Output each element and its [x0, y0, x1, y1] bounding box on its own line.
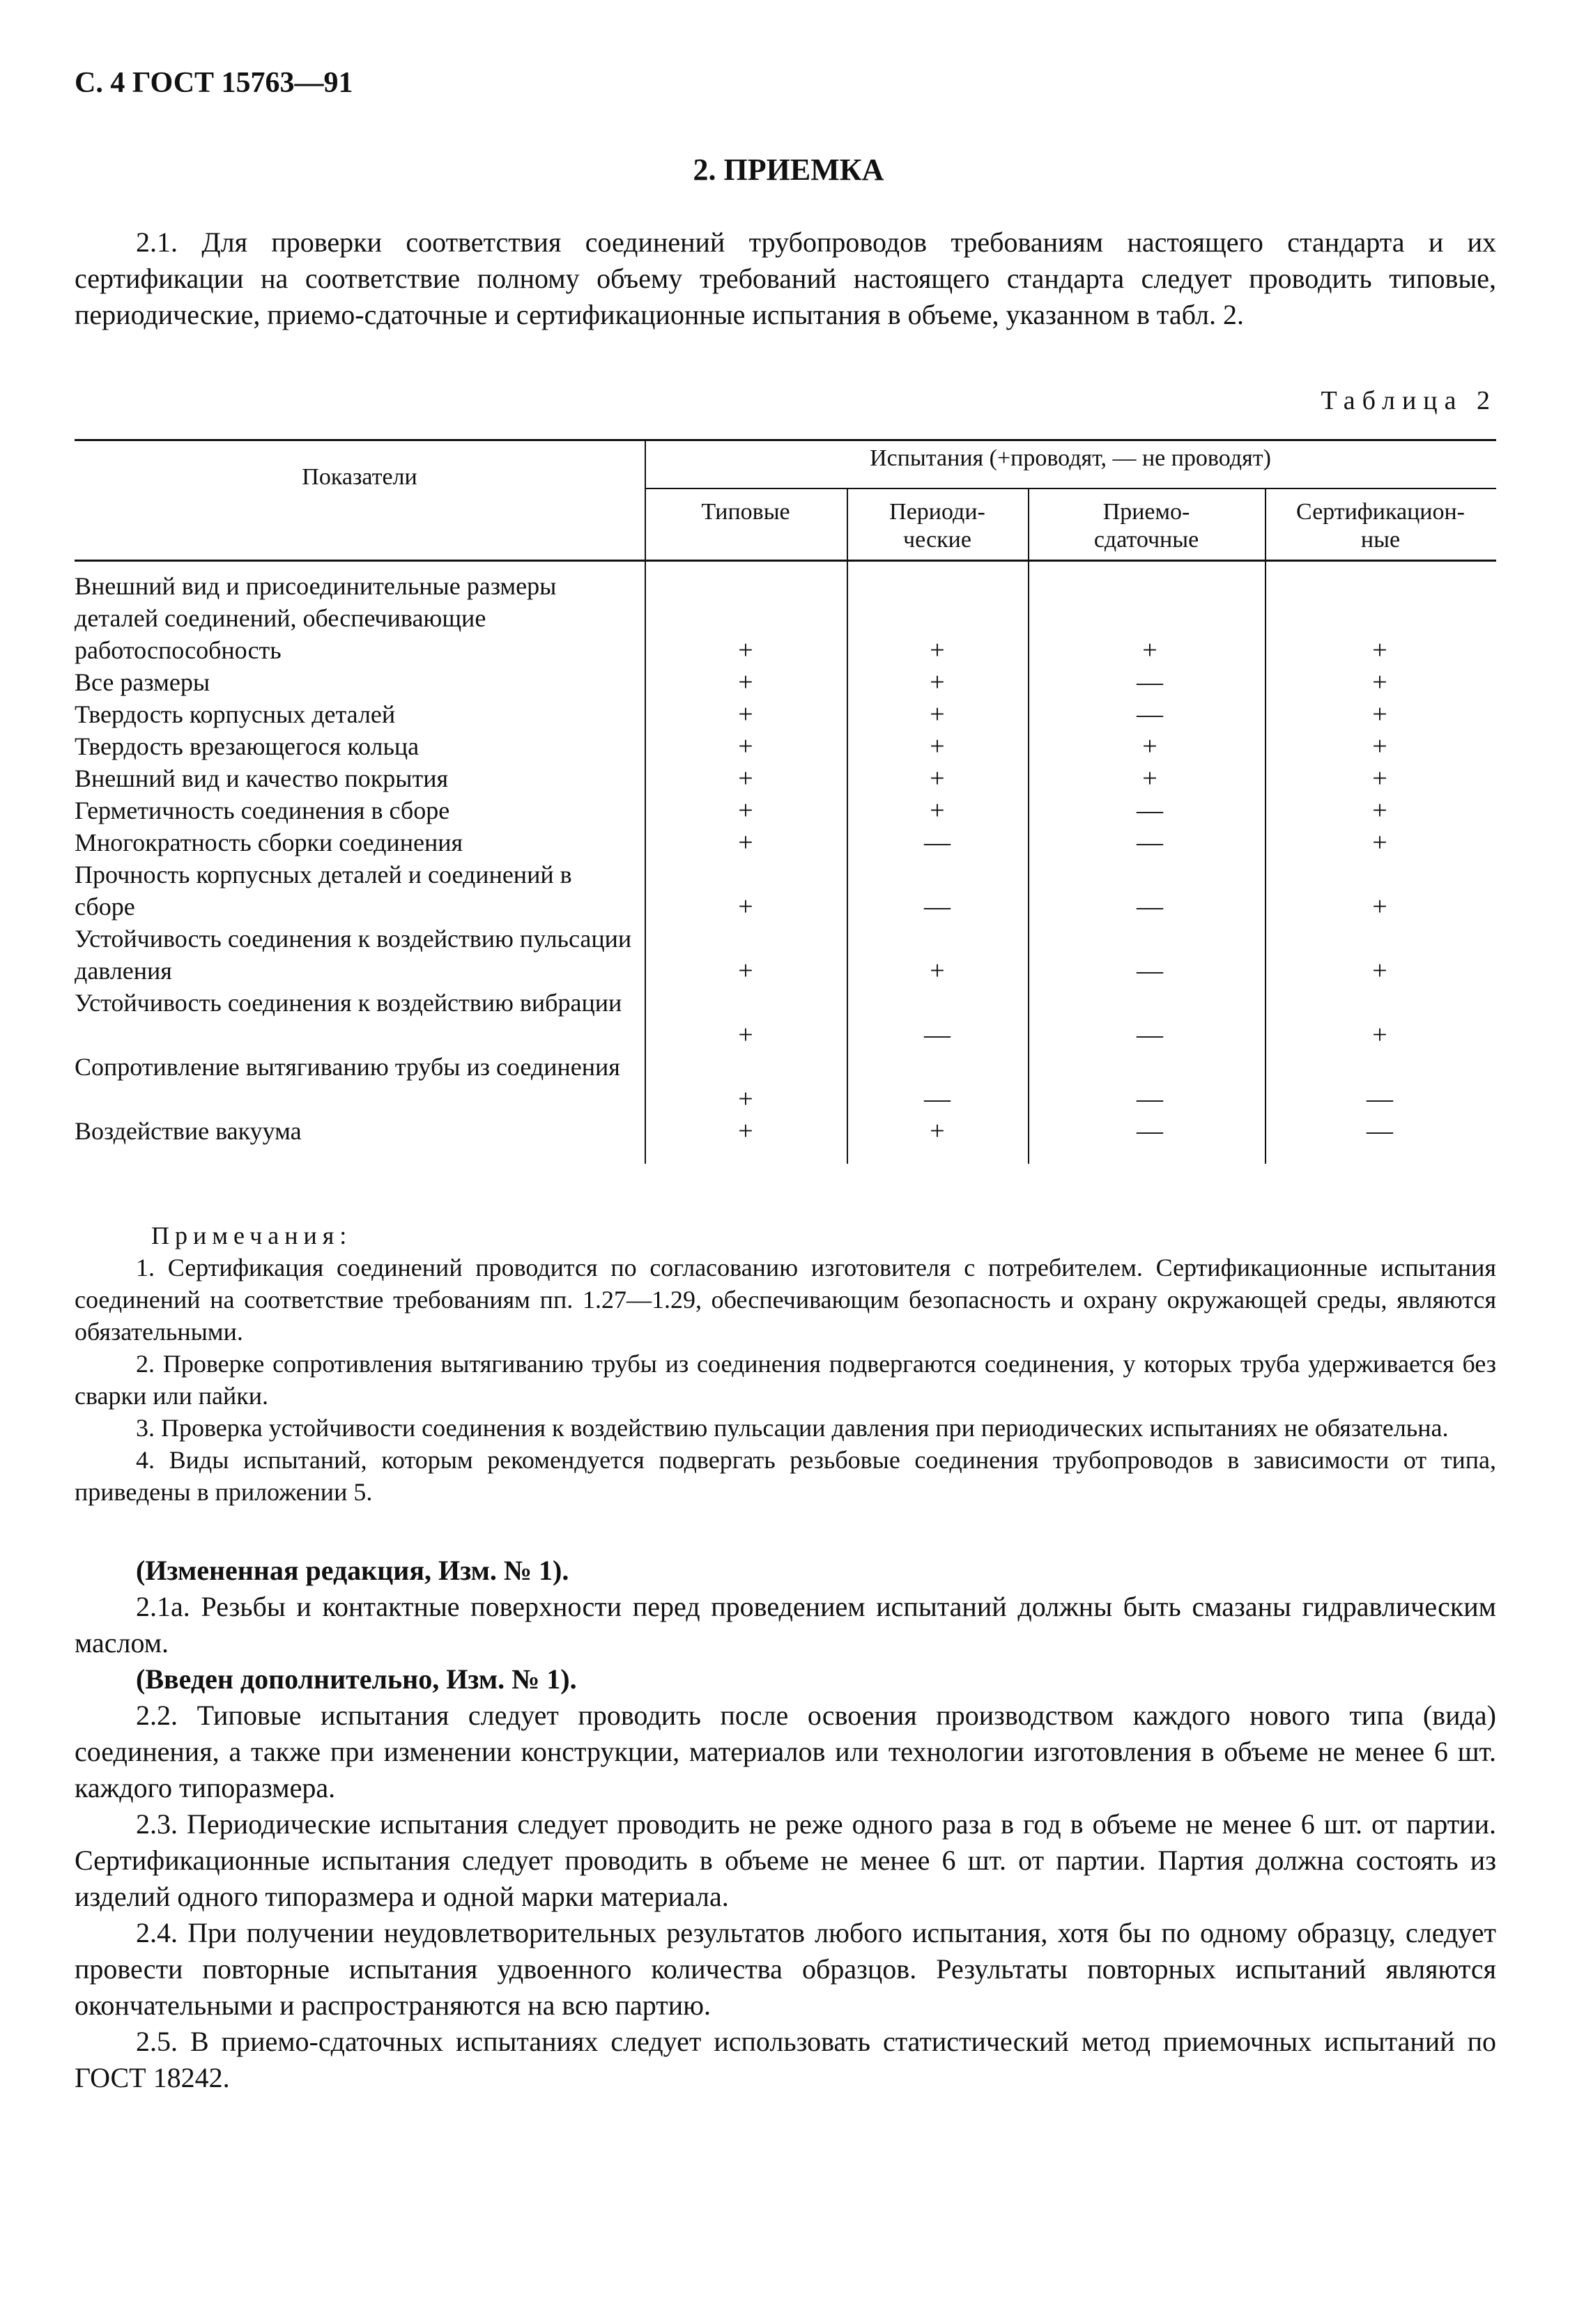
paragraph-2-1: 2.1. Для проверки соответствия соединений трубопроводов требованиям настоящего стандарта и их сертификации на соответствие полному объему требований настоящего стандарта следует проводить типовые, периодические, приемо-сдаточные и сертификационные испытания в объеме, указанном в табл. 2. [75, 226, 1496, 330]
mark-acceptance: — [1137, 892, 1163, 921]
mark-periodic: — [924, 1084, 951, 1114]
table-row-label: Твердость корпусных деталей [75, 700, 396, 728]
table-row-label: Сопротивление вытягиванию трубы из соединения [75, 1053, 620, 1081]
mark-acceptance: — [1137, 956, 1163, 985]
mark-acceptance: — [1137, 828, 1163, 857]
table-divider [1028, 488, 1029, 1164]
mark-certification: + [1372, 1020, 1387, 1049]
mark-typical: + [738, 700, 753, 729]
table-label: Таблица 2 [1321, 386, 1497, 415]
mark-typical: + [738, 828, 753, 857]
page-header: С. 4 ГОСТ 15763—91 [75, 67, 353, 99]
table-row-label: Внешний вид и качество покрытия [75, 764, 449, 792]
mark-certification: + [1372, 956, 1387, 985]
mark-periodic: + [930, 732, 945, 761]
mark-acceptance: + [1142, 636, 1157, 665]
mark-typical: + [738, 668, 753, 697]
paragraph-2-1a: 2.1а. Резьбы и контактные поверхности перед проведением испытаний должны быть смазаны гидравлическим маслом. [75, 1591, 1496, 1659]
mark-acceptance: — [1137, 1084, 1163, 1114]
mark-acceptance: + [1142, 732, 1157, 761]
mark-certification: + [1372, 636, 1387, 665]
paragraph-2-2: 2.2. Типовые испытания следует проводить после освоения производством каждого нового типа (вида) соединения, а также при изменении конструкции, материалов или технологии изготовления в объеме не менее 6 шт. каждого типоразмера. [75, 1700, 1496, 1803]
mark-certification: + [1372, 828, 1387, 857]
table-top-rule [75, 439, 1496, 441]
table-row-label: Твердость врезающегося кольца [75, 732, 420, 760]
mark-typical: + [738, 956, 753, 985]
mark-certification: — [1367, 1084, 1393, 1114]
mark-typical: + [738, 1020, 753, 1049]
mark-acceptance: + [1142, 764, 1157, 793]
mark-certification: + [1372, 764, 1387, 793]
table-row-label: Воздействие вакуума [75, 1117, 302, 1145]
notes-title: Примечания: [151, 1222, 353, 1249]
header-indicators: Показатели [302, 464, 417, 490]
note-2: 2. Проверке сопротивления вытягиванию трубы из соединения подвергаются соединения, у которых труба удерживается без сварки или пайки. [75, 1350, 1496, 1410]
mark-periodic: + [930, 956, 945, 985]
table-divider [1265, 488, 1266, 1164]
mark-periodic: + [930, 636, 945, 665]
table-row-label: Многократность сборки соединения [75, 829, 463, 856]
table-row-label: Внешний вид и присоединительные размеры деталей соединений, обеспечивающие работоспособность [75, 572, 557, 664]
mark-typical: + [738, 1084, 753, 1114]
amendment-note: (Измененная редакция, Изм. № 1). [136, 1555, 569, 1586]
amendment-note: (Введен дополнительно, Изм. № 1). [136, 1663, 577, 1695]
table-group-rule [645, 488, 1496, 489]
table-divider [847, 488, 848, 1164]
mark-certification: + [1372, 700, 1387, 729]
mark-certification: + [1372, 668, 1387, 697]
mark-certification: — [1367, 1116, 1393, 1146]
table-row-label: Прочность корпусных деталей и соединений в сборе [75, 861, 572, 921]
mark-typical: + [738, 732, 753, 761]
header-periodic: Периоди- ческие [889, 499, 985, 553]
mark-acceptance: — [1137, 700, 1163, 729]
table-header-rule [75, 560, 1496, 562]
header-typical: Типовые [701, 499, 790, 525]
mark-periodic: + [930, 700, 945, 729]
mark-certification: + [1372, 892, 1387, 921]
paragraph-2-5: 2.5. В приемо-сдаточных испытаниях следует использовать статистический метод приемочных испытаний по ГОСТ 18242. [75, 2026, 1496, 2093]
mark-acceptance: — [1137, 1020, 1163, 1049]
section-title: 2. ПРИЕМКА [693, 153, 884, 187]
note-4: 4. Виды испытаний, которым рекомендуется подвергать резьбовые соединения трубопроводов в зависимости от типа, приведены в приложении 5. [75, 1446, 1496, 1506]
mark-periodic: + [930, 796, 945, 825]
paragraph-2-3: 2.3. Периодические испытания следует проводить не реже одного раза в год в объеме не менее 6 шт. от партии. Сертификационные испытания следует проводить в объеме не менее 6 шт. от партии. Партия должна состоять из изделий одного типоразмера и одной марки материала. [75, 1808, 1496, 1912]
mark-periodic: — [924, 828, 951, 857]
mark-periodic: + [930, 1116, 945, 1146]
mark-typical: + [738, 892, 753, 921]
mark-periodic: + [930, 764, 945, 793]
text-body [75, 1553, 1496, 2096]
table-divider [645, 439, 646, 1164]
note-1: 1. Сертификация соединений проводится по согласованию изготовителя с потребителем. Сертификационные испытания соединений на соответствие требованиям пп. 1.27—1.29, обеспечивающим безопасность и охрану окружающей среды, являются обязательными. [75, 1254, 1496, 1346]
mark-periodic: — [924, 892, 951, 921]
table-row-label: Устойчивость соединения к воздействию вибрации [75, 989, 622, 1017]
mark-typical: + [738, 1116, 753, 1146]
mark-certification: + [1372, 796, 1387, 825]
table-row-label: Герметичность соединения в сборе [75, 797, 450, 824]
table-row-label: Устойчивость соединения к воздействию пульсации давления [75, 925, 632, 985]
header-tests-group: Испытания (+проводят, — не проводят) [870, 445, 1271, 471]
mark-typical: + [738, 636, 753, 665]
header-acceptance: Приемо- сдаточные [1093, 499, 1199, 553]
mark-acceptance: — [1137, 796, 1163, 825]
header-certification: Сертификацион- ные [1295, 499, 1466, 553]
mark-periodic: — [924, 1020, 951, 1049]
table-row-label: Все размеры [75, 668, 210, 696]
mark-certification: + [1372, 732, 1387, 761]
mark-typical: + [738, 764, 753, 793]
mark-typical: + [738, 796, 753, 825]
mark-periodic: + [930, 668, 945, 697]
notes-block [75, 1219, 1496, 1508]
mark-acceptance: — [1137, 1116, 1163, 1146]
note-3: 3. Проверка устойчивости соединения к воздействию пульсации давления при периодических испытаниях не обязательна. [136, 1414, 1449, 1442]
paragraph-2-4: 2.4. При получении неудовлетворительных результатов любого испытания, хотя бы по одному образцу, следует провести повторные испытания удвоенного количества образцов. Результаты повторных испытаний являются окончательными и распространяются на всю партию. [75, 1917, 1496, 2021]
mark-acceptance: — [1137, 668, 1163, 697]
